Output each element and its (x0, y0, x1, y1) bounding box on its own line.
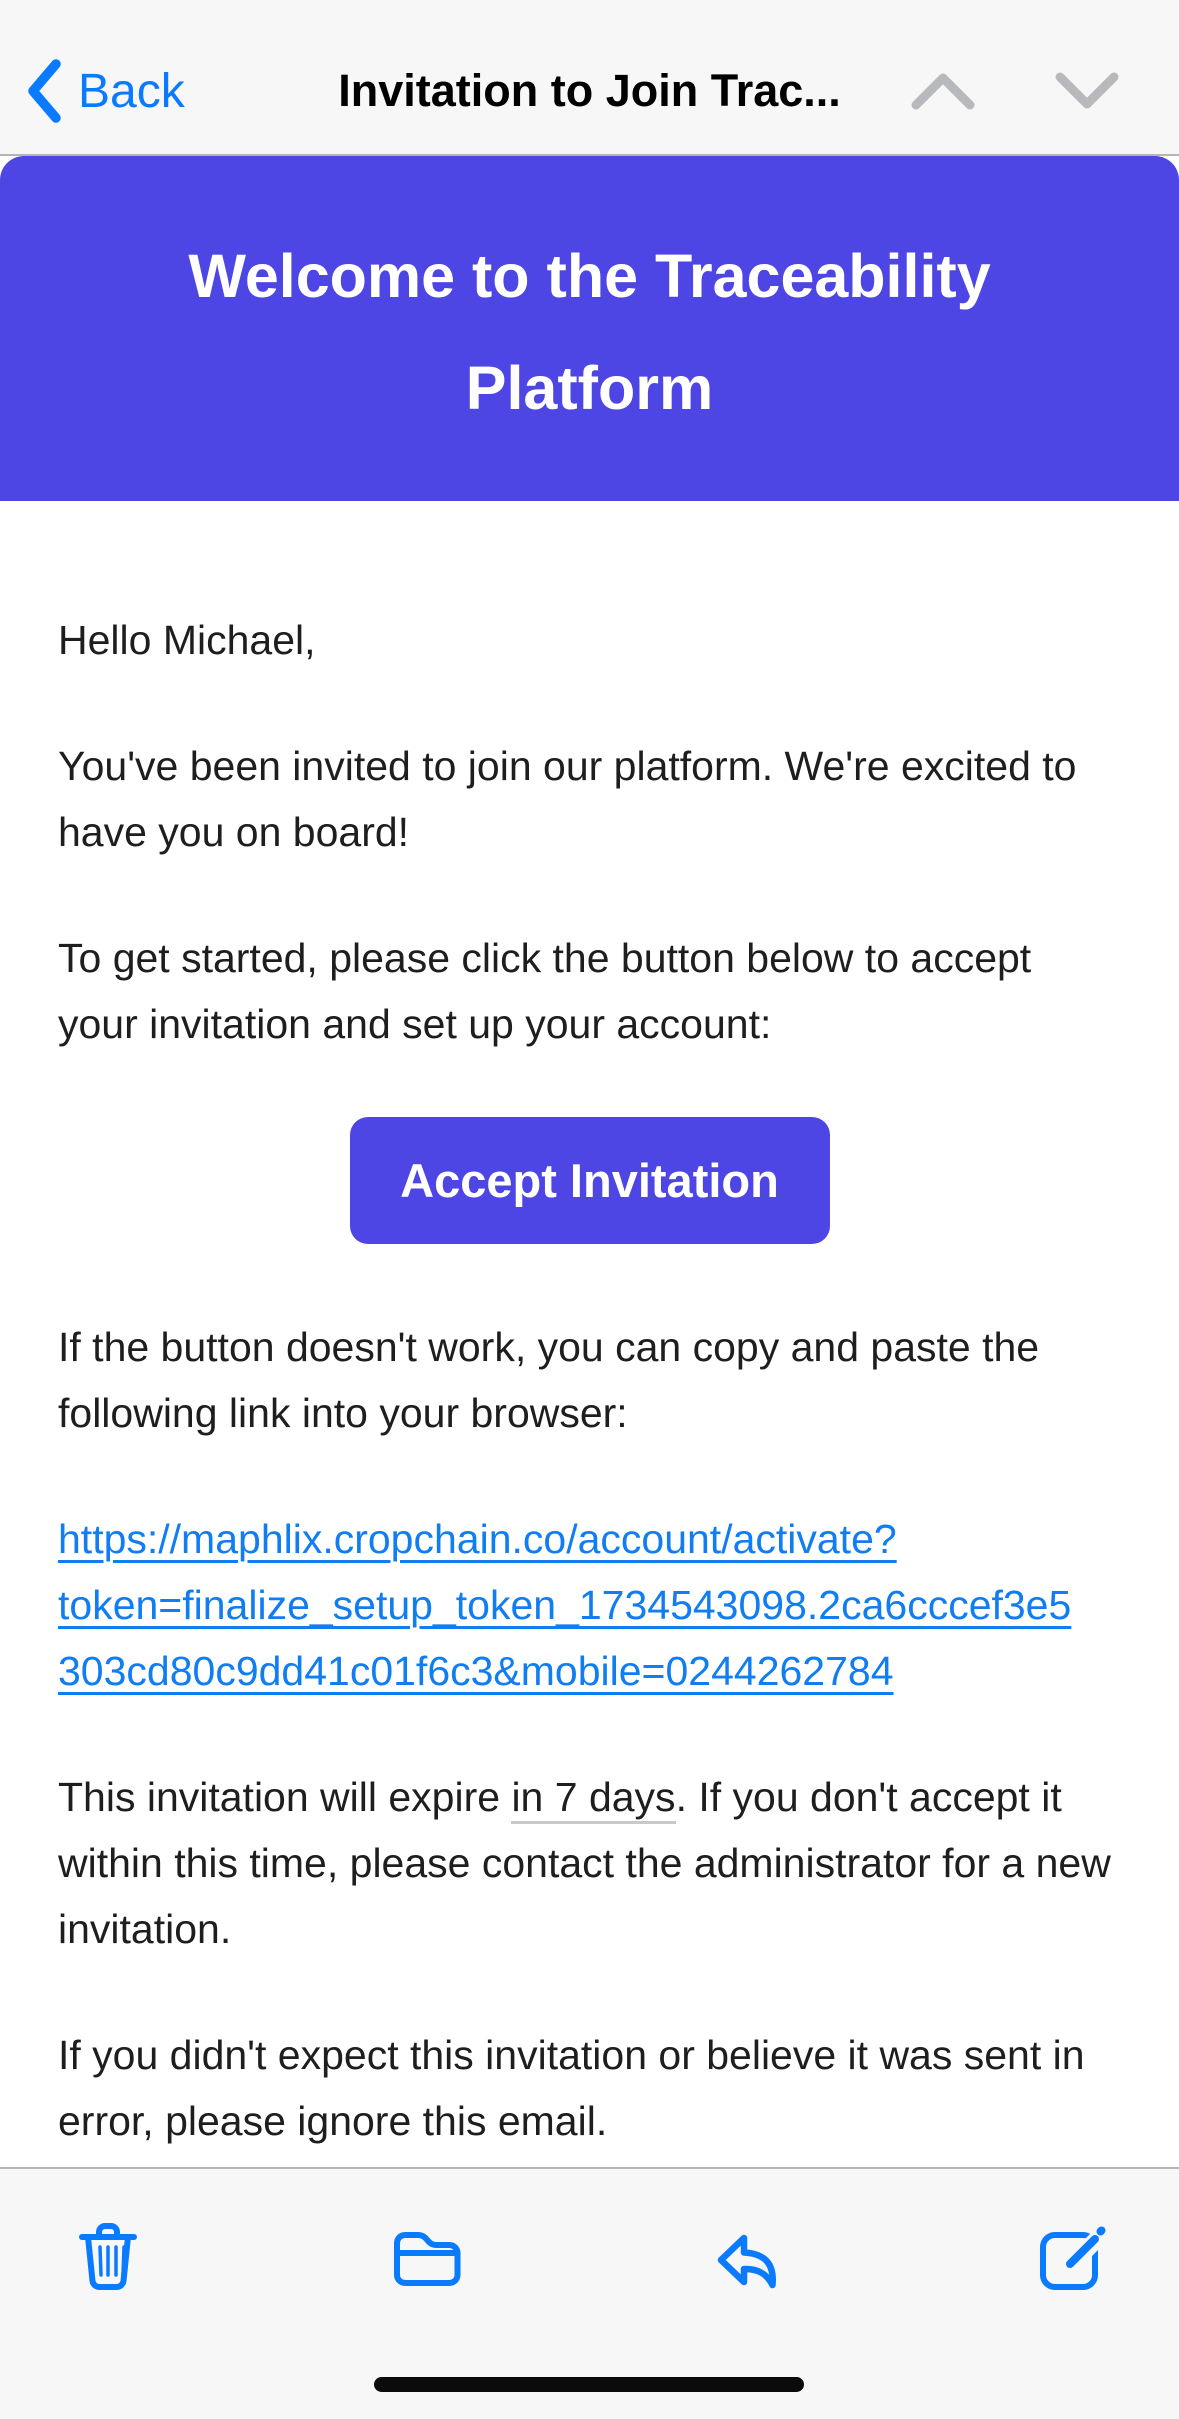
chevron-up-icon (909, 67, 977, 115)
ignore-note-text: If you didn't expect this invitation or believe it was sent in error, please ignore this email. (58, 2032, 1085, 2144)
back-button[interactable] (26, 35, 185, 147)
email-body (0, 501, 1179, 2167)
navigation-row (0, 35, 1179, 147)
email-header-banner (0, 156, 1179, 501)
activation-link-line-1: https://maphlix.cropchain.co/account/activate? (58, 1516, 897, 1562)
delete-button[interactable] (66, 2213, 150, 2297)
accept-invitation-button[interactable]: Accept Invitation (350, 1117, 830, 1244)
chevron-down-icon (1053, 67, 1121, 115)
previous-message-button[interactable] (909, 67, 977, 115)
expiry-text (58, 1764, 1121, 1962)
expiry-date-link[interactable]: in 7 days (511, 1774, 675, 1824)
reply-icon (704, 2213, 788, 2297)
folder-icon (385, 2213, 469, 2297)
get-started-text: To get started, please click the button below to accept your invitation and set up your account: (58, 935, 1032, 1047)
trash-icon (66, 2213, 150, 2297)
accept-button-row (58, 1117, 1121, 1244)
move-to-folder-button[interactable] (385, 2213, 469, 2297)
home-indicator[interactable] (374, 2377, 804, 2392)
greeting-text: Hello Michael, (58, 617, 316, 663)
next-message-button[interactable] (1053, 67, 1121, 115)
message-title: Invitation to Join Trac... (338, 65, 841, 116)
compose-icon (1027, 2213, 1111, 2297)
chevron-left-icon (26, 58, 62, 124)
navigation-bar (0, 0, 1179, 156)
compose-button[interactable] (1027, 2213, 1111, 2297)
banner-title: Welcome to the Traceability Platform (188, 242, 991, 422)
activation-link-line-2: token=finalize_setup_token_1734543098.2ca6cccef3e5 (58, 1582, 1072, 1628)
expiry-prefix: This invitation will expire (58, 1774, 512, 1820)
activation-link[interactable] (58, 1506, 1121, 1704)
intro-text: You've been invited to join our platform. We're excited to have you on board! (58, 743, 1077, 855)
activation-link-line-3: 303cd80c9dd41c01f6c3&mobile=0244262784 (58, 1648, 894, 1694)
expiry-suffix: . If you don't accept it within this time, please contact the administrator for a new invitation. (58, 1774, 1111, 1952)
back-label: Back (78, 64, 185, 118)
fallback-text: If the button doesn't work, you can copy and paste the following link into your browser: (58, 1324, 1040, 1436)
reply-button[interactable] (704, 2213, 788, 2297)
